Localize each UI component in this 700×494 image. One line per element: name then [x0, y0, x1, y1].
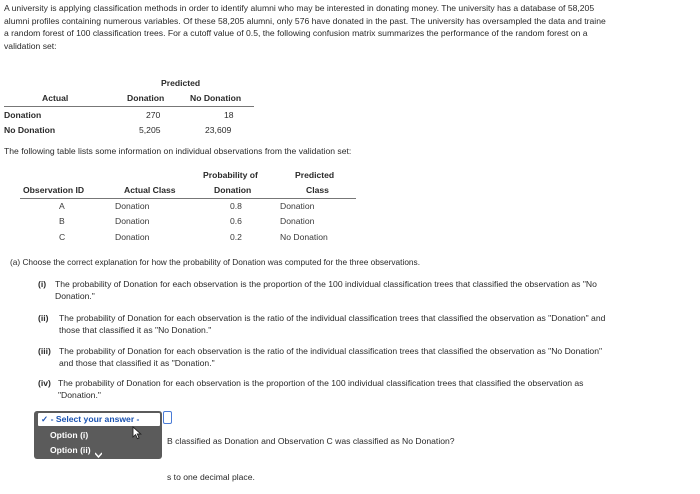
- intro-line: a random forest of 100 classification trees. For a cutoff value of 0.5, the following confusion matrix summarizes the performance of the random forest on a: [4, 28, 588, 39]
- intro-paragraph: [4, 2, 698, 52]
- dropdown-option-iii[interactable]: Option (iii): [50, 460, 93, 470]
- obs-id-cell: B: [59, 216, 65, 226]
- obs-prob-cell: 0.2: [230, 232, 242, 242]
- intro-line: A university is applying classification methods in order to identify alumni who may be interested in donating money. The university has a database of 58,205: [4, 3, 595, 13]
- obs-pred-cell: Donation: [280, 201, 315, 211]
- dropdown-option-i[interactable]: Option (i): [50, 430, 89, 440]
- obs-actual-cell: Donation: [115, 232, 150, 242]
- option-text-line: and those that classified it as "Donation.": [59, 358, 215, 369]
- option-number: (i): [38, 279, 47, 289]
- obs-header-rule: [20, 198, 356, 199]
- col-no-donation-header: No Donation: [190, 93, 242, 103]
- mouse-pointer-icon: [132, 426, 143, 440]
- actual-header: Actual: [42, 93, 69, 103]
- obs-id-header: Observation ID: [23, 185, 85, 195]
- question-a: (a) Choose the correct explanation for how the probability of Donation was computed for the three observations.: [10, 257, 421, 267]
- row-label-donation: Donation: [4, 110, 42, 120]
- obs-prob-cell: 0.6: [230, 216, 242, 226]
- matrix-header-rule: [4, 106, 254, 107]
- cell-no-donation-donation: 5,205: [139, 125, 161, 135]
- dropdown-focus-box: [163, 411, 172, 424]
- prob-header-line1: Probability of: [203, 170, 258, 180]
- pred-header-line2: Class: [306, 185, 329, 195]
- cell-donation-donation: 270: [146, 110, 161, 120]
- question-b-fragment: B classified as Donation and Observation C was classified as No Donation?: [167, 436, 455, 446]
- row-label-no-donation: No Donation: [4, 125, 56, 135]
- option-text-line: Donation.": [55, 291, 95, 302]
- obs-actual-cell: Donation: [115, 216, 150, 226]
- obs-id-cell: C: [59, 232, 66, 242]
- pred-header-line1: Predicted: [295, 170, 335, 180]
- predicted-header: Predicted: [161, 78, 201, 88]
- dropdown-option-ii[interactable]: Option (ii): [50, 445, 91, 455]
- option-number: (iv): [38, 378, 51, 388]
- actual-class-header: Actual Class: [124, 185, 176, 195]
- col-donation-header: Donation: [127, 93, 165, 103]
- option-text-line: "Donation.": [58, 390, 101, 401]
- option-number: (ii): [38, 313, 49, 323]
- intro-line: validation set:: [4, 40, 57, 51]
- obs-actual-cell: Donation: [115, 201, 150, 211]
- chevron-down-icon[interactable]: [95, 452, 102, 458]
- intro-line: alumni profiles containing numerous variables. Of these 58,205 alumni, only 576 have donated in the past. The university has oversampled the data and traine: [4, 15, 606, 26]
- dropdown-placeholder-option[interactable]: ✓ - Select your answer -: [38, 413, 160, 426]
- obs-intro-text: The following table lists some information on individual observations from the validation set:: [4, 146, 352, 156]
- option-number: (iii): [38, 346, 51, 356]
- obs-pred-cell: Donation: [280, 216, 315, 226]
- obs-prob-cell: 0.8: [230, 201, 242, 211]
- cell-no-donation-no-donation: 23,609: [205, 125, 232, 135]
- option-text-line: The probability of Donation for each observation is the proportion of the 100 individual classification trees that classified the observation as: [58, 378, 584, 388]
- option-text-line: The probability of Donation for each observation is the ratio of the individual classification trees that classified the observation as "No Donation": [59, 346, 603, 356]
- cell-donation-no-donation: 18: [224, 110, 234, 120]
- obs-id-cell: A: [59, 201, 65, 211]
- option-text-line: The probability of Donation for each observation is the proportion of the 100 individual classification trees that classified the observation as "No: [55, 279, 597, 289]
- rounding-fragment: s to one decimal place.: [167, 472, 255, 482]
- option-text-line: those that classified it as "No Donation.": [59, 325, 212, 336]
- prob-header-line2: Donation: [214, 185, 252, 195]
- option-text-line: The probability of Donation for each observation is the ratio of the individual classification trees that classified the observation as "Donation" and: [59, 313, 606, 323]
- obs-pred-cell: No Donation: [280, 232, 328, 242]
